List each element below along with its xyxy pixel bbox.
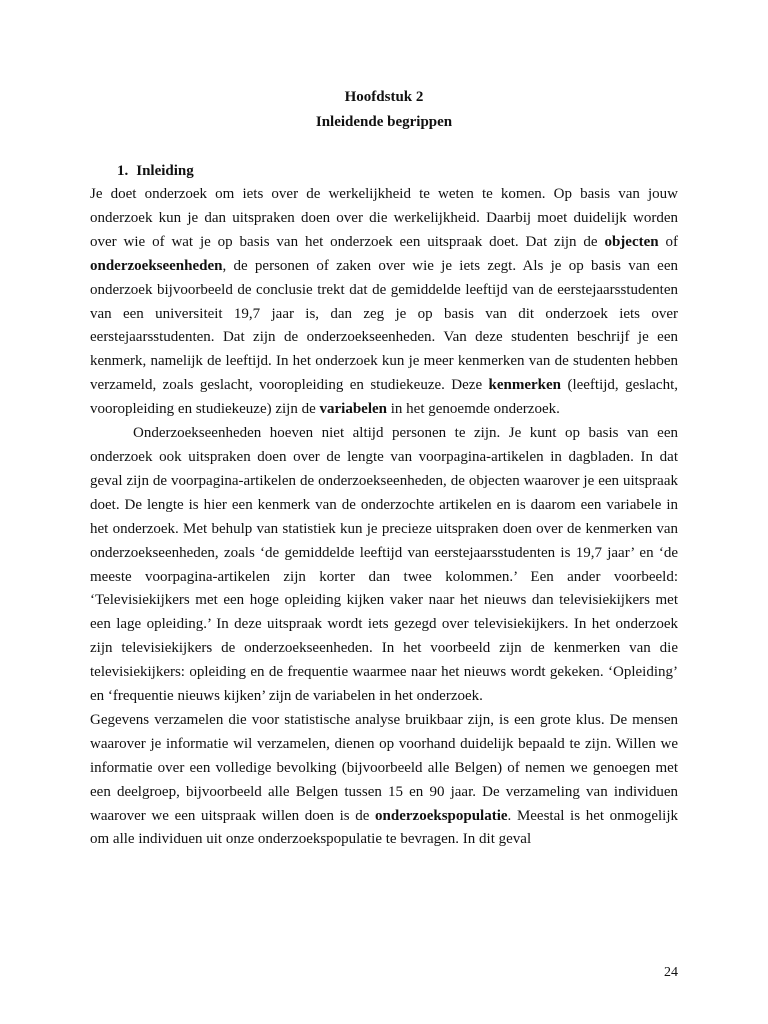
section-number: 1.	[117, 163, 129, 179]
section-title: Inleiding	[136, 163, 194, 179]
text-run: Je doet onderzoek om iets over de werkelijkheid te weten te komen. Op basis van jouw onderzoek kun je dan uitspraken doen over die werkelijkheid. Daarbij moet duidelijk worden over wie of wat je op basis van het onderzoek een uitspraak doet. Dat zijn de	[90, 186, 678, 250]
section-heading	[117, 161, 194, 181]
page-number: 24	[664, 965, 678, 980]
term-onderzoekspopulatie: onderzoekspopulatie	[375, 807, 508, 824]
text-run: , de personen of zaken over wie je iets zegt. Als je op basis van een onderzoek bijvoorbeeld de conclusie trekt dat de gemiddelde leeftijd van de eerstejaarsstudenten van een universiteit 19,7 jaar is, dan zeg je op basis van dit onderzoek iets over eerstejaarsstudenten. Dat zijn de onderzoekseenheden. Van deze studenten beschrijf je een kenmerk, namelijk de leeftijd. In het onderzoek kun je meer kenmerken van de studenten hebben verzameld, zoals geslacht, vooropleiding en studiekeuze. Deze	[90, 257, 678, 394]
paragraph-2: Onderzoekseenheden hoeven niet altijd personen te zijn. Je kunt op basis van een onderzoek ook uitspraken doen over de lengte van voorpagina-artikelen in dagbladen. In dat geval zijn de voorpagina-artikelen de onderzoekseenheden, de objecten waarover je een uitspraak doet. De lengte is hier een kenmerk van de onderzochte artikelen en is daarom een variabele in het onderzoek. Met behulp van statistiek kun je precieze uitspraken doen over de kenmerken van onderzoekseenheden, zoals ‘de gemiddelde leeftijd van eerstejaarsstudenten is 19,7 jaar’ en ‘de meeste voorpagina-artikelen zijn korter dan twee kolommen.’ Een ander voorbeeld: ‘Televisiekijkers met een hoge opleiding kijken vaker naar het nieuws dan televisiekijkers met een lage opleiding.’ In deze uitspraak wordt iets gezegd over televisiekijkers. In het onderzoek zijn televisiekijkers de onderzoekseenheden. In het voorbeeld zijn de kenmerken van die televisiekijkers: opleiding en de frequentie waarmee naar het nieuws wordt gekeken. ‘Opleiding’ en ‘frequentie nieuws kijken’ zijn de variabelen in het onderzoek.	[90, 425, 678, 705]
term-kenmerken: kenmerken	[488, 377, 562, 394]
chapter-title: Inleidende begrippen	[315, 114, 453, 130]
chapter-number: Hoofdstuk 2	[344, 89, 424, 105]
text-run: in het genoemde onderzoek.	[387, 401, 560, 418]
body-text	[90, 183, 678, 852]
term-variabelen: variabelen	[319, 401, 388, 418]
term-onderzoekseenheden: onderzoekseenheden	[90, 257, 223, 274]
text-run: of	[658, 233, 678, 250]
paragraph-1	[90, 183, 678, 422]
paragraph-3	[90, 709, 678, 852]
text-run: . Meestal is het onmogelijk om alle individuen uit onze onderzoekspopulatie te bevragen. In dit geval	[90, 807, 678, 848]
text-run: Gegevens verzamelen die voor statistische analyse bruikbaar zijn, is een grote klus. De mensen waarover je informatie wil verzamelen, dienen op voorhand duidelijk bepaald te zijn. Willen we informatie over een volledige bevolking (bijvoorbeeld alle Belgen) of nemen we genoegen met een deelgroep, bijvoorbeeld alle Belgen tussen 15 en 90 jaar. De verzameling van individuen waarover we een uitspraak willen doen is de	[90, 711, 678, 824]
term-objecten: objecten	[604, 233, 659, 250]
text-run: (leeftijd, geslacht, vooropleiding en studiekeuze) zijn de	[90, 377, 678, 418]
